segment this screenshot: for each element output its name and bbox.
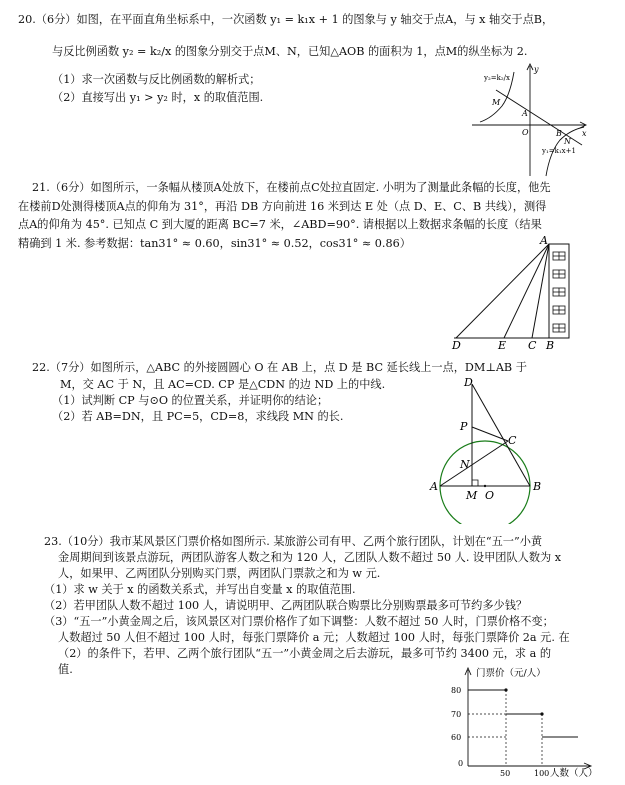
q22-point-D: D: [464, 376, 473, 389]
q20-figure: [470, 60, 590, 180]
q22-point-C: C: [508, 434, 517, 447]
q20-line1: 20.（6分）如图，在平面直角坐标系中，一次函数 y₁ = k₁x + 1 的图象与 y 轴交于点A，与 x 轴交于点B，: [18, 13, 554, 26]
q23-figure: [438, 662, 608, 780]
q23-line2: 金周期间到该景点游玩，两团队游客人数之和为 120 人，乙团队人数不超过 50 人. 设甲团队人数为 x: [58, 551, 562, 564]
q23-tick-100: 100: [534, 769, 550, 778]
q23-part2: （2）若甲团队人数不超过 100 人，请说明甲、乙两团队联合购票比分别购票最多可节约多少钱？: [44, 599, 528, 612]
q21-line3: 点A的仰角为 45°. 已知点 C 到大厦的距离 BC=7 米，∠ABD=90°. 请根据以上数据求条幅的长度（结果: [18, 218, 542, 231]
q21-line4: 精确到 1 米. 参考数据：tan31° ≈ 0.60，sin31° ≈ 0.52，cos31° ≈ 0.86）: [18, 237, 411, 250]
q21-line1: 21.（6分）如图所示，一条幅从楼顶A处放下，在楼前点C处拉直固定. 小明为了测量此条幅的长度，他先: [32, 181, 551, 194]
q23-tick-60: 60: [451, 733, 462, 742]
q23-line1: 23.（10分）我市某风景区门票价格如图所示. 某旅游公司有甲、乙两个旅行团队，计划在“五一”小黄: [44, 535, 543, 548]
q20-point-N: N: [564, 137, 571, 146]
q21-point-A: A: [540, 234, 548, 247]
q22-point-N: N: [460, 458, 470, 471]
q20-y-axis-label: y: [534, 65, 539, 74]
q23-part3a: （3）“五一”小黄金周之后，该风景区对门票价格作了如下调整：人数不超过 50 人时，门票价格不变；: [44, 615, 554, 628]
q20-point-O: O: [522, 128, 529, 137]
q21-point-D: D: [452, 339, 461, 350]
q20-point-A: A: [522, 109, 528, 118]
q21-point-C: C: [528, 339, 537, 350]
q22-point-P: P: [460, 420, 468, 433]
q23-line3: 人，如果甲、乙两团队分别购买门票，两团队门票款之和为 w 元.: [58, 567, 381, 580]
q22-line2: M，交 AC 于 N，且 AC=CD. CP 是△CDN 的边 ND 上的中线.: [60, 378, 386, 391]
q20-point-B: B: [556, 129, 562, 138]
q23-part3c: （2）的条件下，若甲、乙两个旅行团队“五一”小黄金周之后去游玩，最多可节约 3400 元，求 a 的: [58, 647, 552, 660]
q22-line1: 22.（7分）如图所示，△ABC 的外接圆圆心 O 在 AB 上，点 D 是 BC 延长线上一点，DM⊥AB 于: [32, 361, 527, 374]
q22-point-O: O: [485, 489, 495, 502]
q20-y1-label: y₁=k₁x+1: [542, 147, 576, 155]
q22-point-M: M: [466, 489, 478, 502]
q23-tick-70: 70: [451, 710, 462, 719]
q20-y2-label: y₂=k₂/x: [484, 74, 510, 82]
q23-tick-50: 50: [500, 769, 511, 778]
q23-part3d: 值.: [58, 663, 73, 676]
q20-x-axis-label: x: [582, 129, 587, 138]
q23-y-axis-label: 门票价（元/人）: [476, 668, 546, 679]
q20-part2: （2）直接写出 y₁ > y₂ 时，x 的取值范围.: [52, 91, 264, 104]
q20-part1: （1）求一次函数与反比例函数的解析式；: [52, 73, 261, 86]
q23-part1: （1）求 w 关于 x 的函数关系式，并写出自变量 x 的取值范围.: [44, 583, 356, 596]
q23-tick-80: 80: [451, 686, 462, 695]
q22-part2: （2）若 AB=DN，且 PC=5，CD=8，求线段 MN 的长.: [52, 410, 344, 423]
q20-line2: 与反比例函数 y₂ = k₂/x 的图象分别交于点M、N，已知△AOB 的面积为 1，点M的纵坐标为 2.: [52, 45, 528, 58]
q23-origin: 0: [458, 759, 464, 768]
q21-figure: [448, 232, 578, 350]
q20-point-M: M: [492, 98, 501, 107]
q23-x-axis-label: 人数（人）: [550, 768, 598, 779]
q21-point-E: E: [498, 339, 507, 350]
q22-point-B: B: [533, 480, 542, 493]
q22-figure: [428, 372, 548, 524]
q21-line2: 在楼前D处测得楼顶A点的仰角为 31°，再沿 DB 方向前进 16 米到达 E 处（点 D、E、C、B 共线），测得: [18, 200, 547, 213]
q23-part3b: 人数超过 50 人但不超过 100 人时，每张门票降价 a 元；人数超过 100 人时，每张门票降价 2a 元. 在: [58, 631, 570, 644]
q21-point-B: B: [546, 339, 555, 350]
q22-point-A: A: [430, 480, 438, 493]
q22-part1: （1）试判断 CP 与⊙O 的位置关系，并证明你的结论；: [52, 394, 329, 407]
